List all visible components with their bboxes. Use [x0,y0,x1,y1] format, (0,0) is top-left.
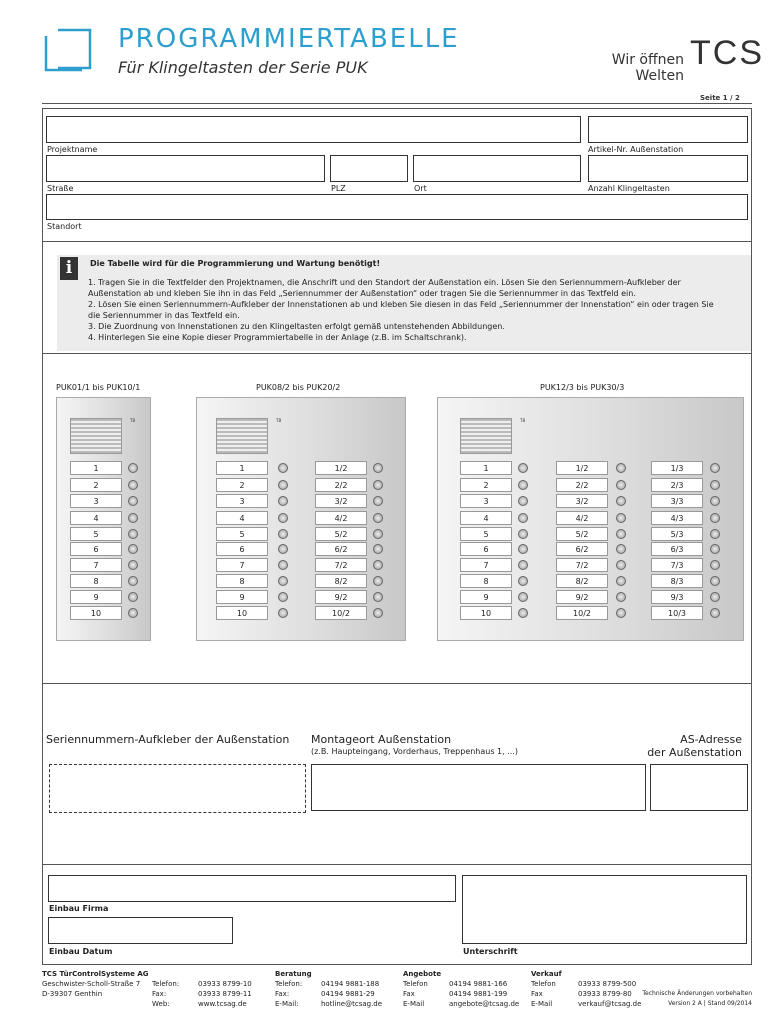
bell-key[interactable]: 7 [460,558,512,572]
standort-label: Standort [47,222,82,231]
led-indicator [373,463,383,473]
footer-c2-values: 04194 9881-188 04194 9881-29 hotline@tcsag.de [321,980,383,1008]
bell-key[interactable]: 7/2 [556,558,608,572]
unterschrift-label: Unterschrift [463,947,518,956]
tb-label: TB [276,418,282,423]
led-indicator [616,608,626,618]
led-indicator [616,463,626,473]
led-indicator [710,560,720,570]
tb-label: TB [130,418,136,423]
info-heading: Die Tabelle wird für die Programmierung und Wartung benötigt! [90,259,381,268]
led-indicator [518,592,528,602]
bell-key[interactable]: 10/2 [315,606,367,620]
led-indicator [710,496,720,506]
led-indicator [128,560,138,570]
bell-key[interactable]: 10 [460,606,512,620]
bell-key[interactable]: 8 [70,574,122,588]
led-indicator [278,496,288,506]
led-indicator [710,608,720,618]
puk2-title: PUK08/2 bis PUK20/2 [256,383,341,392]
bell-key[interactable]: 2 [70,478,122,492]
led-indicator [128,496,138,506]
led-indicator [128,608,138,618]
led-indicator [373,592,383,602]
led-indicator [373,529,383,539]
projektname-label: Projektname [47,145,98,154]
bell-key[interactable]: 7/2 [315,558,367,572]
bell-key[interactable]: 1/3 [651,461,703,475]
bell-key[interactable]: 10 [70,606,122,620]
anzahl-field[interactable] [588,155,748,182]
footer-beratung: Beratung Telefon: Fax: E-Mail: [275,970,312,1008]
bell-key[interactable]: 9/2 [315,590,367,604]
footer-note: Technische Änderungen vorbehalten Version 2 A | Stand 09/2014 [642,990,752,1007]
led-indicator [278,560,288,570]
speaker-grill [460,418,512,454]
footer-company: TCS TürControlSysteme AG Geschwister-Scholl-Straße 7 D-39307 Genthin [42,970,149,998]
plz-label: PLZ [331,184,346,193]
footer-c3-values: 04194 9881-166 04194 9881-199 angebote@tcsag.de [449,980,520,1008]
slogan: Wir öffnen Welten [611,52,684,84]
info-icon: i [60,257,78,280]
led-indicator [616,576,626,586]
led-indicator [373,576,383,586]
bell-key[interactable]: 8/2 [556,574,608,588]
led-indicator [373,513,383,523]
tb-label: TB [520,418,526,423]
strasse-label: Straße [47,184,74,193]
bell-key[interactable]: 1 [216,461,268,475]
bell-key[interactable]: 5/3 [651,527,703,541]
led-indicator [278,480,288,490]
bell-key[interactable]: 10/2 [556,606,608,620]
footer-c1-values: 03933 8799-10 03933 8799-11 www.tcsag.de [198,980,252,1008]
info-item: 3. Die Zuordnung von Innenstationen zu den Klingeltasten erfolgt gemäß untenstehenden Abbildungen. [88,322,505,331]
ort-label: Ort [414,184,427,193]
led-indicator [518,463,528,473]
led-indicator [373,480,383,490]
bell-key[interactable]: 1 [70,461,122,475]
as-label: AS-Adresse der Außenstation [647,733,742,759]
bell-key[interactable]: 1 [460,461,512,475]
led-indicator [518,480,528,490]
bell-key[interactable]: 2 [216,478,268,492]
bell-key[interactable]: 4/2 [315,511,367,525]
bell-key[interactable]: 6 [216,542,268,556]
info-list [88,277,728,343]
led-indicator [710,513,720,523]
bell-key[interactable]: 9 [216,590,268,604]
bell-key[interactable]: 4/3 [651,511,703,525]
bell-key[interactable]: 7 [70,558,122,572]
led-indicator [616,513,626,523]
bell-key[interactable]: 8/2 [315,574,367,588]
montage-label: Montageort Außenstation [311,733,452,746]
footer-c1-labels: Telefon: Fax: Web: [152,980,180,1008]
bell-key[interactable]: 2/2 [556,478,608,492]
led-indicator [616,496,626,506]
einbau-datum-field[interactable] [48,917,233,944]
bell-key[interactable]: 1/2 [315,461,367,475]
bell-key[interactable]: 9/2 [556,590,608,604]
led-indicator [373,608,383,618]
serial-sticker-field[interactable] [49,764,306,813]
bell-key[interactable]: 7/3 [651,558,703,572]
footer-angebote: Angebote Telefon Fax E-Mail [403,970,442,1008]
bell-key[interactable]: 8/3 [651,574,703,588]
led-indicator [278,592,288,602]
speaker-grill [216,418,268,454]
led-indicator [373,496,383,506]
header-divider [42,103,752,104]
speaker-grill [70,418,122,454]
artikel-label: Artikel-Nr. Außenstation [588,145,684,154]
led-indicator [128,592,138,602]
bell-key[interactable]: 6 [70,542,122,556]
bell-key[interactable]: 10/3 [651,606,703,620]
plz-field[interactable] [330,155,408,182]
montage-hint: (z.B. Haupteingang, Vorderhaus, Treppenhaus 1, ...) [311,747,518,756]
bell-key[interactable]: 5 [460,527,512,541]
bell-key[interactable]: 10 [216,606,268,620]
led-indicator [616,480,626,490]
puk1-title: PUK01/1 bis PUK10/1 [56,383,141,392]
bell-key[interactable]: 5/2 [315,527,367,541]
section-divider [42,683,752,684]
tcs-logo-mark-icon [44,28,92,72]
led-indicator [518,496,528,506]
led-indicator [518,529,528,539]
section-divider [42,864,752,865]
info-item: 2. Lösen Sie einen Seriennummern-Aufkleber der Innenstationen ab und kleben Sie diesen in das Feld „Seriennummer der Innenstation“ ein oder tragen Sie die Seriennummer in das Textfeld ein. [88,300,714,320]
led-indicator [128,463,138,473]
bell-key[interactable]: 2/3 [651,478,703,492]
bell-key[interactable]: 9 [70,590,122,604]
led-indicator [710,480,720,490]
led-indicator [710,544,720,554]
bell-key[interactable]: 4/2 [556,511,608,525]
bell-key[interactable]: 6/2 [315,542,367,556]
bell-key[interactable]: 3/3 [651,494,703,508]
page-title: PROGRAMMIERTABELLE [118,24,460,54]
led-indicator [710,529,720,539]
led-indicator [128,576,138,586]
unterschrift-field[interactable] [462,875,747,944]
montage-field[interactable] [311,764,646,811]
bell-key[interactable]: 8 [216,574,268,588]
bell-key[interactable]: 7 [216,558,268,572]
footer-verkauf: Verkauf Telefon Fax E-Mail [531,970,562,1008]
standort-field[interactable] [46,194,748,220]
bell-key[interactable]: 6 [460,542,512,556]
artikel-field[interactable] [588,116,748,143]
bell-key[interactable]: 3 [216,494,268,508]
led-indicator [616,592,626,602]
bell-key[interactable]: 5 [70,527,122,541]
page-number: Seite 1 / 2 [700,94,740,102]
led-indicator [518,576,528,586]
bell-key[interactable]: 9/3 [651,590,703,604]
bell-key[interactable]: 2/2 [315,478,367,492]
footer-c4-values: 03933 8799-500 03933 8799-80 verkauf@tcsag.de [578,980,642,1008]
led-indicator [710,463,720,473]
anzahl-label: Anzahl Klingeltasten [588,184,670,193]
led-indicator [616,529,626,539]
info-item: 4. Hinterlegen Sie eine Kopie dieser Programmiertabelle in der Anlage (z.B. im Schaltschrank). [88,333,467,342]
einbau-firma-label: Einbau Firma [49,904,109,913]
bell-key[interactable]: 4 [216,511,268,525]
bell-key[interactable]: 4 [70,511,122,525]
led-indicator [518,560,528,570]
bell-key[interactable]: 5 [216,527,268,541]
puk3-title: PUK12/3 bis PUK30/3 [540,383,625,392]
as-address-field[interactable] [650,764,748,811]
bell-key[interactable]: 6/2 [556,542,608,556]
led-indicator [278,576,288,586]
led-indicator [373,544,383,554]
bell-key[interactable]: 3 [460,494,512,508]
led-indicator [128,480,138,490]
led-indicator [616,560,626,570]
brand-logo: TCS [690,34,764,72]
bell-key[interactable]: 3/2 [556,494,608,508]
section-divider [42,353,752,354]
einbau-firma-field[interactable] [48,875,456,902]
led-indicator [278,463,288,473]
section-divider [42,241,752,242]
led-indicator [710,576,720,586]
led-indicator [518,513,528,523]
led-indicator [278,529,288,539]
led-indicator [278,513,288,523]
serial-label: Seriennummern-Aufkleber der Außenstation [46,733,290,746]
projektname-field[interactable] [46,116,581,143]
bell-key[interactable]: 3/2 [315,494,367,508]
bell-key[interactable]: 8 [460,574,512,588]
bell-key[interactable]: 2 [460,478,512,492]
bell-key[interactable]: 6/3 [651,542,703,556]
led-indicator [128,544,138,554]
page-subtitle: Für Klingeltasten der Serie PUK [118,58,368,77]
led-indicator [128,513,138,523]
bell-key[interactable]: 5/2 [556,527,608,541]
led-indicator [518,608,528,618]
led-indicator [128,529,138,539]
led-indicator [518,544,528,554]
bell-key[interactable]: 4 [460,511,512,525]
led-indicator [710,592,720,602]
led-indicator [373,560,383,570]
bell-key[interactable]: 9 [460,590,512,604]
strasse-field[interactable] [46,155,325,182]
einbau-datum-label: Einbau Datum [49,947,113,956]
led-indicator [278,544,288,554]
info-item: 1. Tragen Sie in die Textfelder den Projektnamen, die Anschrift und den Standort der Außenstation ein. Lösen Sie den Seriennummern-Aufkleber der Außenstation ab und kleben Sie ihn in das Feld „Seriennummer der Außenstation“ oder tragen Sie die Seriennummer in das Textfeld ein. [88,278,681,298]
bell-key[interactable]: 1/2 [556,461,608,475]
bell-key[interactable]: 3 [70,494,122,508]
ort-field[interactable] [413,155,581,182]
led-indicator [616,544,626,554]
led-indicator [278,608,288,618]
